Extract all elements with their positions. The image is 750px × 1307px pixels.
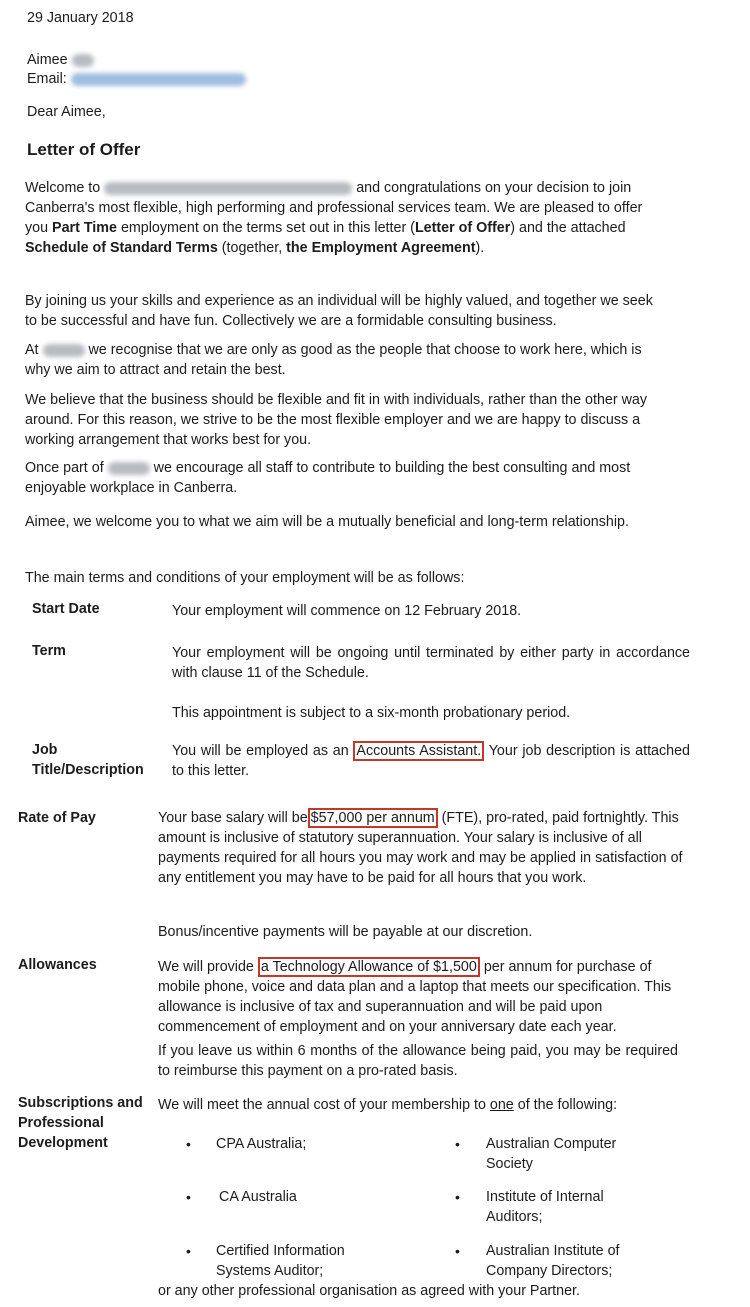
recipient-email: Email: <box>27 69 246 89</box>
allowances-text: We will provide a Technology Allowance of $1,500 per annum for purchase of mobile phone, voice and data plan and a laptop that meets our specification. This allowance is inclusive of tax and superannuation and will be paid upon commencement of employment and on your anniversary date each year. <box>158 959 672 1035</box>
redacted-company <box>104 182 352 195</box>
letter-title: Letter of Offer <box>27 140 141 159</box>
term-label: Term <box>32 643 66 659</box>
probation-text: This appointment is subject to a six-month probationary period. <box>172 705 571 721</box>
highlight-salary: $57,000 per annum <box>308 808 438 828</box>
bullet-icon: • <box>455 1136 460 1152</box>
membership-ca: CA Australia <box>219 1189 297 1205</box>
letter-date: 29 January 2018 <box>27 10 134 26</box>
membership-acs-line1: Australian Computer <box>486 1136 617 1152</box>
bullet-icon: • <box>186 1189 191 1205</box>
subs-label-line2: Professional <box>18 1115 104 1131</box>
recipient-name: Aimee <box>27 50 94 70</box>
intro-paragraph: Welcome to and congratulations on your decision to join Canberra's most flexible, high performing and professional services team. We are pleased to offer you Part Time employment on the terms set out in this letter (Letter of Offer) and the attached Schedule of Standard Terms (together, the Employment Agreement). <box>25 180 643 256</box>
rate-of-pay-label: Rate of Pay <box>18 810 96 826</box>
job-text: You will be employed as an Accounts Assistant. Your job description is attached to this letter. <box>172 743 690 779</box>
membership-cpa: CPA Australia; <box>216 1136 307 1152</box>
salutation: Dear Aimee, <box>27 104 106 120</box>
bullet-icon: • <box>186 1243 191 1259</box>
membership-iia-line1: Institute of Internal <box>486 1189 604 1205</box>
term-text: Your employment will be ongoing until terminated by either party in accordance with clause 11 of the Schedule. <box>172 645 690 681</box>
membership-cisa-line2: Systems Auditor; <box>216 1263 324 1279</box>
start-date-label: Start Date <box>32 601 100 617</box>
membership-aicd-line1: Australian Institute of <box>486 1243 620 1259</box>
subs-text: We will meet the annual cost of your membership to one of the following: <box>158 1097 618 1113</box>
subs-label-line1: Subscriptions and <box>18 1095 143 1111</box>
paragraph-recognise: At we recognise that we are only as good as the people that choose to work here, which is why we aim to attract and retain the best. <box>25 342 642 378</box>
subs-label-line3: Development <box>18 1135 108 1151</box>
allowances-label: Allowances <box>18 957 97 973</box>
bullet-icon: • <box>455 1243 460 1259</box>
job-label-line2: Title/Description <box>32 762 144 778</box>
paragraph-skills: By joining us your skills and experience as an individual will be highly valued, and together we seek to be successful and have fun. Collectively we are a formidable consulting business. <box>25 293 653 329</box>
highlight-allowance: a Technology Allowance of $1,500 <box>258 957 480 977</box>
paragraph-welcome: Aimee, we welcome you to what we aim will be a mutually beneficial and long-term relationship. <box>25 514 629 530</box>
redacted-email <box>71 73 246 86</box>
paragraph-culture: Once part of we encourage all staff to contribute to building the best consulting and most enjoyable workplace in Canberra. <box>25 460 631 496</box>
allowance-reimburse-text: If you leave us within 6 months of the allowance being paid, you may be required to reimburse this payment on a pro-rated basis. <box>158 1043 678 1079</box>
membership-acs-line2: Society <box>486 1156 533 1172</box>
paragraph-flexible: We believe that the business should be flexible and fit in with individuals, rather than the other way around. For this reason, we strive to be the most flexible employer and we are happy to discuss a working arrangement that works best for you. <box>25 392 648 448</box>
start-date-text: Your employment will commence on 12 February 2018. <box>172 603 522 619</box>
bonus-text: Bonus/incentive payments will be payable at our discretion. <box>158 924 533 940</box>
paragraph-terms-intro: The main terms and conditions of your employment will be as follows: <box>25 570 465 586</box>
rate-of-pay-text: Your base salary will be $57,000 per annum (FTE), pro-rated, paid fortnightly. This amount is inclusive of statutory superannuation. Your salary is inclusive of all payments required for all hours you may work and may be applied in satisfaction of any entitlement you may have to be paid for all hours that you work. <box>158 810 683 886</box>
bullet-icon: • <box>186 1136 191 1152</box>
membership-iia-line2: Auditors; <box>486 1209 543 1225</box>
membership-cisa-line1: Certified Information <box>216 1243 345 1259</box>
subs-tail: or any other professional organisation as agreed with your Partner. <box>158 1283 581 1299</box>
membership-aicd-line2: Company Directors; <box>486 1263 613 1279</box>
redacted-company <box>108 462 150 475</box>
redacted-surname <box>72 54 94 67</box>
bullet-icon: • <box>455 1189 460 1205</box>
highlight-job-title: Accounts Assistant. <box>353 741 484 761</box>
redacted-company <box>43 344 85 357</box>
job-label-line1: Job <box>32 742 58 758</box>
